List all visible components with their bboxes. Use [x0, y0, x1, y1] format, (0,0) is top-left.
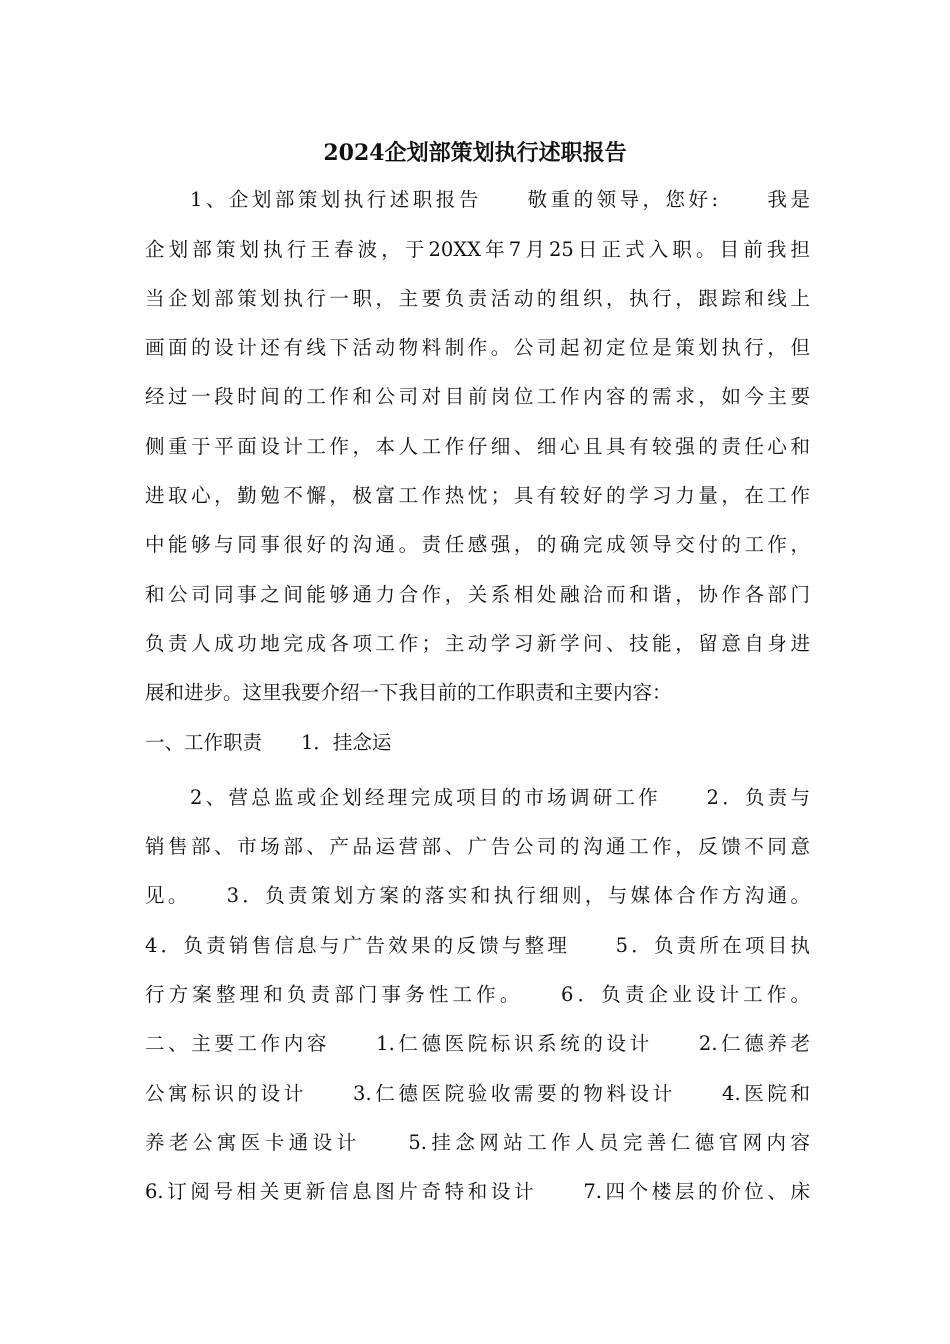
body-line: 1、企划部策划执行述职报告 敬重的领导，您好: 我是 [190, 188, 810, 211]
section-heading-line: 二、主要工作内容 1.仁德医院标识系统的设计 2.仁德养老 [145, 1032, 810, 1055]
body-line: 负责人成功地完成各项工作；主动学习新学问、技能，留意自身进 [145, 632, 810, 655]
body-line: 2、营总监或企划经理完成项目的市场调研工作 2．负责与 [190, 786, 810, 809]
body-line: 进取心，勤勉不懈，极富工作热忱；具有较好的学习力量，在工作 [145, 484, 810, 507]
body-line: 行方案整理和负责部门事务性工作。 6．负责企业设计工作。 [145, 983, 810, 1006]
document-title: 2024企划部策划执行述职报告 [323, 140, 627, 166]
body-line: 画面的设计还有线下活动物料制作。公司起初定位是策划执行，但 [145, 336, 810, 359]
body-line: 养老公寓医卡通设计 5.挂念网站工作人员完善仁德官网内容 [145, 1131, 810, 1154]
body-line: 侧重于平面设计工作，本人工作仔细、细心且具有较强的责任心和 [145, 435, 810, 458]
body-line: 见。 3．负责策划方案的落实和执行细则，与媒体合作方沟通。 [145, 884, 810, 907]
body-line: 中能够与同事很好的沟通。责任感强，的确完成领导交付的工作， [145, 533, 810, 556]
body-line: 4．负责销售信息与广告效果的反馈与整理 5．负责所在项目执 [145, 934, 810, 957]
body-line: 销售部、市场部、产品运营部、广告公司的沟通工作，反馈不同意 [145, 835, 810, 858]
body-line: 当企划部策划执行一职，主要负责活动的组织，执行，跟踪和线上 [145, 287, 810, 310]
body-line: 和公司同事之间能够通力合作，关系相处融洽而和谐，协作各部门 [145, 583, 810, 606]
body-line: 公寓标识的设计 3.仁德医院验收需要的物料设计 4.医院和 [145, 1082, 810, 1105]
section-heading-line: 一、工作职责 1．挂念运 [145, 731, 392, 754]
body-line: 企划部策划执行王春波，于20XX年7月25日正式入职。目前我担 [145, 238, 810, 261]
body-line: 经过一段时间的工作和公司对目前岗位工作内容的需求，如今主要 [145, 385, 810, 408]
body-line: 展和进步。这里我要介绍一下我目前的工作职责和主要内容： [145, 681, 672, 704]
body-line: 6.订阅号相关更新信息图片奇特和设计 7.四个楼层的价位、床 [145, 1180, 810, 1203]
